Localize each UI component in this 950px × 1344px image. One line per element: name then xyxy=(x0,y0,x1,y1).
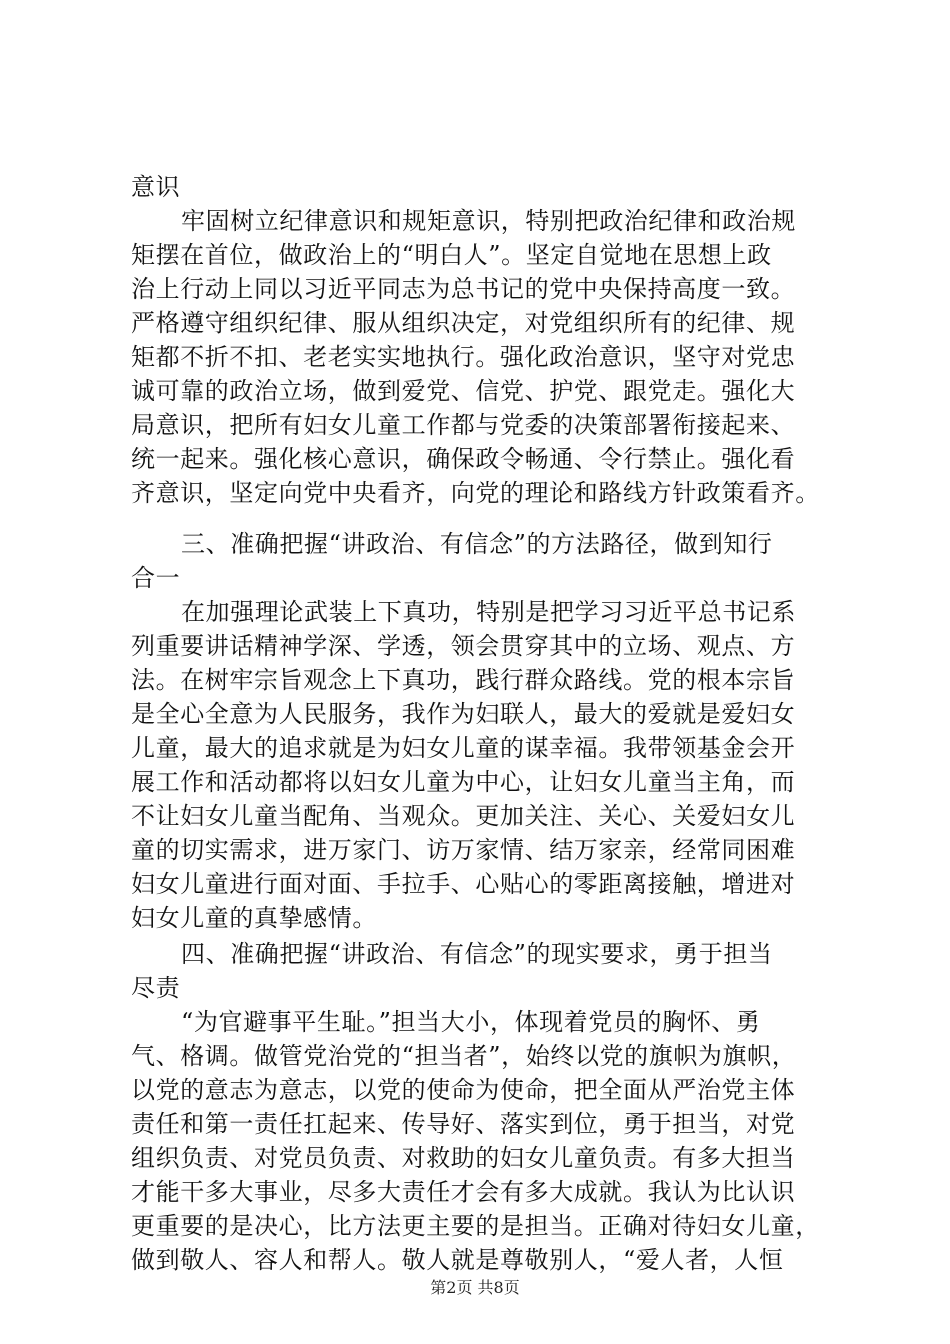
text-line: 齐意识，坚定向党中央看齐，向党的理论和路线方针政策看齐。 xyxy=(131,479,820,507)
text-line: 责任和第一责任扛起来、传导好、落实到位，勇于担当，对党 xyxy=(131,1110,796,1138)
text-line: 统一起来。强化核心意识，确保政令畅通、令行禁止。强化看 xyxy=(131,445,796,473)
text-line: 才能干多大事业，尽多大责任才会有多大成就。我认为比认识 xyxy=(131,1178,796,1206)
text-line: 是全心全意为人民服务，我作为妇联人，最大的爱就是爱妇女 xyxy=(131,700,796,728)
text-line: 展工作和活动都将以妇女儿童为中心，让妇女儿童当主角，而 xyxy=(131,768,796,796)
text-line: 妇女儿童的真挚感情。 xyxy=(131,904,377,932)
text-line: 严格遵守组织纪律、服从组织决定，对党组织所有的纪律、规 xyxy=(131,309,796,337)
text-line: 童的切实需求，进万家门、访万家情、结万家亲，经常同困难 xyxy=(131,836,796,864)
section-heading-line: 合一 xyxy=(131,564,181,592)
text-line: 组织负责、对党员负责、对救助的妇女儿童负责。有多大担当 xyxy=(131,1144,796,1172)
text-line: 更重要的是决心，比方法更主要的是担当。正确对待妇女儿童， xyxy=(131,1212,820,1240)
text-line: 矩摆在首位，做政治上的“明白人”。坚定自觉地在思想上政 xyxy=(131,241,772,269)
text-line: 治上行动上同以习近平同志为总书记的党中央保持高度一致。 xyxy=(131,275,796,303)
section-heading-line: 三、准确把握“讲政治、有信念”的方法路径，做到知行 xyxy=(181,530,773,558)
text-line: 局意识，把所有妇女儿童工作都与党委的决策部署衔接起来、 xyxy=(131,411,796,439)
text-line: 矩都不折不扣、老老实实地执行。强化政治意识，坚守对党忠 xyxy=(131,343,796,371)
text-line: 儿童，最大的追求就是为妇女儿童的谋幸福。我带领基金会开 xyxy=(131,734,796,762)
text-line: 做到敬人、容人和帮人。敬人就是尊敬别人，“爱人者，人恒 xyxy=(131,1246,784,1274)
text-line: 诚可靠的政治立场，做到爱党、信党、护党、跟党走。强化大 xyxy=(131,377,796,405)
text-line: 气、格调。做管党治党的“担当者”，始终以党的旗帜为旗帜， xyxy=(131,1042,797,1070)
text-line: 妇女儿童进行面对面、手拉手、心贴心的零距离接触，增进对 xyxy=(131,870,796,898)
text-line: 意识 xyxy=(131,173,181,201)
text-line: 以党的意志为意志，以党的使命为使命，把全面从严治党主体 xyxy=(131,1076,796,1104)
text-line: 不让妇女儿童当配角、当观众。更加关注、关心、关爱妇女儿 xyxy=(131,802,796,830)
section-heading-line: 尽责 xyxy=(131,974,181,1002)
text-line: 在加强理论武装上下真功，特别是把学习习近平总书记系 xyxy=(181,598,796,626)
text-line: “为官避事平生耻。”担当大小，体现着党员的胸怀、勇 xyxy=(181,1008,761,1036)
section-heading-line: 四、准确把握“讲政治、有信念”的现实要求，勇于担当 xyxy=(181,940,773,968)
text-line: 牢固树立纪律意识和规矩意识，特别把政治纪律和政治规 xyxy=(181,207,796,235)
text-line: 法。在树牢宗旨观念上下真功，践行群众路线。党的根本宗旨 xyxy=(131,666,796,694)
text-line: 列重要讲话精神学深、学透，领会贯穿其中的立场、观点、方 xyxy=(131,632,796,660)
page-footer: 第2页 共8页 xyxy=(430,1278,520,1297)
